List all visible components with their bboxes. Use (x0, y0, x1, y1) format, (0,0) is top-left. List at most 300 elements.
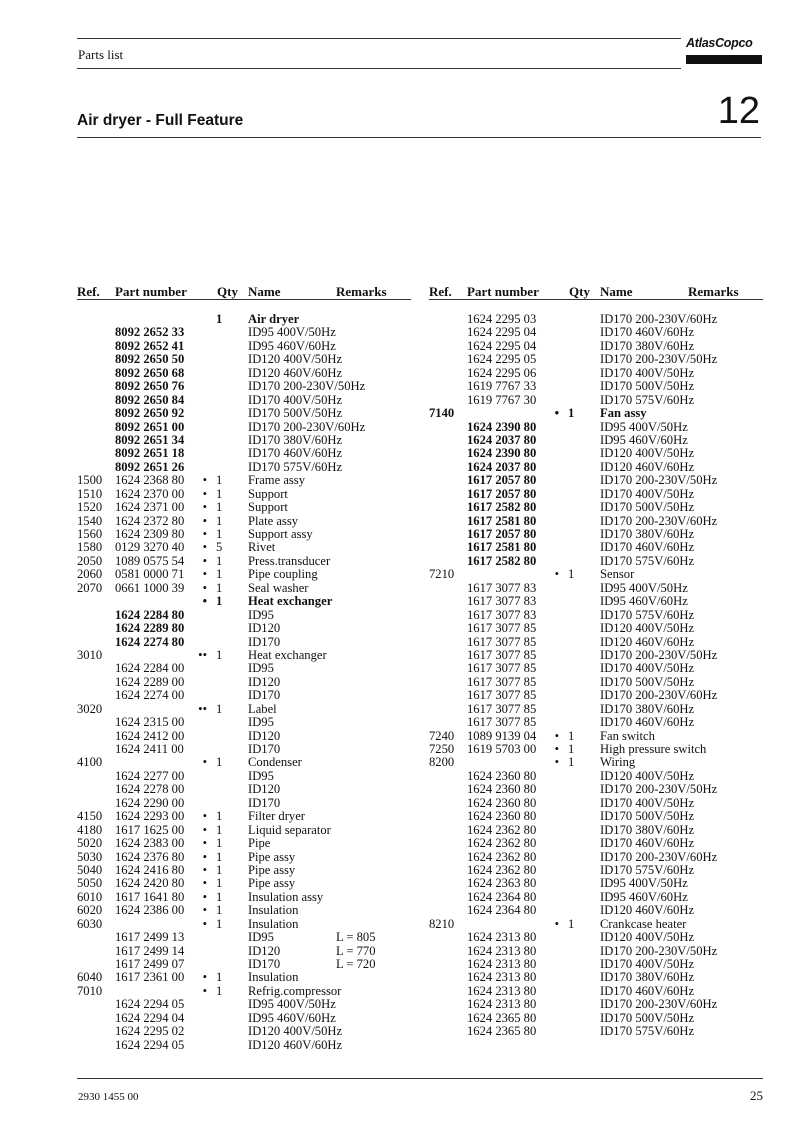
table-row (429, 555, 763, 568)
table-row (77, 998, 411, 1011)
row-name: Pipe assy (248, 849, 296, 864)
row-marker: • (202, 567, 207, 582)
row-ref: 3020 (77, 701, 103, 716)
row-name: ID120 (248, 621, 281, 636)
table-row (77, 945, 411, 958)
table-row (77, 837, 411, 850)
row-name: Insulation (248, 916, 299, 931)
row-part-number: 1624 2277 00 (115, 768, 185, 783)
row-name: ID170 380V/60Hz (600, 701, 695, 716)
table-row (77, 313, 411, 326)
table-row (429, 380, 763, 393)
row-marker: • (202, 500, 207, 515)
row-part-number: 1617 3077 85 (467, 674, 537, 689)
table-row (77, 326, 411, 339)
row-part-number: 1624 2416 80 (115, 862, 185, 877)
row-name: ID170 380V/60Hz (248, 432, 343, 447)
row-marker: • (202, 580, 207, 595)
row-part-number: 1617 2582 80 (467, 553, 537, 568)
header-ref: Ref. (429, 284, 452, 299)
row-name: ID95 (248, 661, 274, 676)
table-row (429, 367, 763, 380)
row-name: ID95 400V/50Hz (248, 325, 336, 340)
row-part-number: 8092 2650 50 (115, 352, 185, 367)
row-part-number: 1624 2037 80 (467, 459, 537, 474)
row-part-number: 1617 2057 80 (467, 473, 537, 488)
header-qty: Qty (569, 284, 590, 299)
table-row (77, 407, 411, 420)
row-part-number: 1617 2499 07 (115, 957, 185, 971)
table-row (77, 824, 411, 837)
header-remarks: Remarks (336, 284, 387, 299)
table-row (77, 582, 411, 595)
row-part-number: 1624 2294 05 (115, 997, 185, 1012)
table-row (77, 689, 411, 702)
row-name: Plate assy (248, 513, 299, 528)
row-ref: 5030 (77, 849, 103, 864)
row-remarks: L = 805 (336, 930, 376, 945)
row-qty: 1 (216, 500, 223, 515)
table-row (429, 636, 763, 649)
table-row (77, 380, 411, 393)
row-name: ID170 200-230V/50Hz (600, 647, 718, 662)
row-part-number: 0661 1000 39 (115, 580, 185, 595)
title-rule (77, 137, 761, 138)
table-row (429, 716, 763, 729)
table-row (77, 958, 411, 971)
table-row (77, 447, 411, 460)
row-part-number: 1089 0575 54 (115, 553, 185, 568)
table-row (77, 541, 411, 554)
row-ref: 2070 (77, 580, 103, 595)
row-name: ID120 460V/60Hz (248, 365, 343, 380)
row-name: ID170 200-230V/50Hz (600, 352, 718, 367)
row-part-number: 1624 2293 00 (115, 809, 185, 824)
table-row (429, 985, 763, 998)
header-remarks: Remarks (688, 284, 739, 299)
table-row (77, 891, 411, 904)
row-ref: 1500 (77, 473, 103, 488)
row-qty: 1 (568, 916, 575, 931)
row-ref: 5050 (77, 876, 103, 891)
row-part-number: 1624 2315 00 (115, 715, 185, 730)
row-part-number: 8092 2651 26 (115, 459, 185, 474)
row-name: ID120 (248, 943, 281, 958)
row-part-number: 1624 2037 80 (467, 432, 537, 447)
table-row (77, 877, 411, 890)
row-part-number: 1624 2362 80 (467, 822, 537, 837)
header-part-number: Part number (115, 284, 187, 299)
row-part-number: 1617 3077 83 (467, 594, 537, 609)
row-name: ID120 460V/60Hz (600, 903, 695, 918)
row-qty: 1 (568, 728, 575, 743)
row-name: Insulation assy (248, 889, 324, 904)
row-name: ID95 400V/50Hz (248, 997, 336, 1012)
table-row (77, 756, 411, 769)
row-name: ID170 400V/50Hz (600, 661, 695, 676)
row-ref: 4150 (77, 809, 103, 824)
row-part-number: 1624 2360 80 (467, 782, 537, 797)
table-row (77, 555, 411, 568)
table-row (429, 918, 763, 931)
row-name: Label (248, 701, 277, 716)
table-row (429, 730, 763, 743)
header-qty: Qty (217, 284, 238, 299)
row-part-number: 1617 1625 00 (115, 822, 185, 837)
parts-table-right (429, 284, 763, 1039)
table-row (429, 515, 763, 528)
row-ref: 1560 (77, 527, 103, 541)
row-ref: 8200 (429, 755, 455, 770)
row-ref: 1540 (77, 513, 103, 528)
table-row (77, 770, 411, 783)
row-name: ID170 500V/50Hz (248, 406, 343, 421)
row-qty: 1 (216, 594, 223, 609)
row-name: ID170 400V/50Hz (600, 486, 695, 501)
row-name: ID170 200-230V/50Hz (600, 943, 718, 958)
row-ref: 7010 (77, 983, 103, 998)
row-name: ID170 460V/60Hz (600, 715, 695, 730)
table-row (77, 609, 411, 622)
row-part-number: 1624 2294 04 (115, 1010, 185, 1025)
row-part-number: 1624 2284 00 (115, 661, 185, 676)
row-ref: 4100 (77, 755, 103, 770)
table-row (429, 1025, 763, 1038)
parts-table-left (77, 284, 411, 1052)
row-qty: 1 (216, 983, 223, 998)
row-name: ID170 500V/50Hz (600, 1010, 695, 1025)
row-part-number: 1617 3077 83 (467, 607, 537, 622)
row-part-number: 1624 2360 80 (467, 795, 537, 810)
row-part-number: 8092 2650 92 (115, 406, 185, 421)
table-row (77, 743, 411, 756)
row-part-number: 1617 3077 85 (467, 634, 537, 649)
row-part-number: 1624 2313 80 (467, 997, 537, 1012)
row-marker: • (202, 513, 207, 528)
page-title: Air dryer - Full Feature (77, 112, 244, 129)
row-name: ID170 400V/50Hz (600, 957, 695, 971)
row-qty: 1 (216, 822, 223, 837)
table-row (77, 918, 411, 931)
row-qty: 1 (216, 809, 223, 824)
table-row (429, 474, 763, 487)
row-marker: • (202, 822, 207, 837)
row-name: ID170 (248, 742, 281, 756)
row-name: Pipe (248, 836, 271, 851)
row-remarks: L = 770 (336, 943, 376, 958)
row-remarks: L = 720 (336, 957, 376, 971)
row-name: ID170 575V/60Hz (600, 392, 695, 407)
row-ref: 7210 (429, 567, 455, 582)
logo-bar (686, 55, 762, 64)
row-marker: • (202, 889, 207, 904)
table-row (429, 864, 763, 877)
table-row (429, 353, 763, 366)
table-row (77, 421, 411, 434)
row-qty: 1 (216, 486, 223, 501)
row-marker: • (202, 970, 207, 985)
row-part-number: 1624 2363 80 (467, 876, 537, 891)
row-name: ID170 500V/50Hz (600, 674, 695, 689)
row-qty: 1 (216, 889, 223, 904)
row-name: ID95 (248, 715, 274, 730)
row-marker: • (202, 527, 207, 541)
table-row (77, 649, 411, 662)
row-part-number: 1617 3077 85 (467, 621, 537, 636)
row-part-number: 1624 2390 80 (467, 419, 537, 434)
row-name: ID95 460V/60Hz (600, 432, 688, 447)
table-row (429, 582, 763, 595)
row-name: ID170 400V/50Hz (248, 392, 343, 407)
row-name: Fan assy (600, 406, 647, 421)
row-name: Support (248, 486, 288, 501)
table-row (429, 394, 763, 407)
row-name: Filter dryer (248, 809, 306, 824)
row-name: ID170 460V/60Hz (248, 446, 343, 461)
row-qty: 1 (216, 312, 223, 326)
row-marker: • (202, 594, 207, 609)
row-marker: • (554, 755, 559, 770)
row-name: ID95 460V/60Hz (248, 1010, 336, 1025)
row-marker: • (202, 755, 207, 770)
row-marker: • (202, 862, 207, 877)
table-row (77, 703, 411, 716)
table-row (77, 931, 411, 944)
row-ref: 6020 (77, 903, 103, 918)
row-part-number: 1624 2309 80 (115, 527, 185, 541)
table-row (429, 609, 763, 622)
header-top-rule (77, 38, 681, 39)
table-row (429, 326, 763, 339)
table-row (429, 770, 763, 783)
table-row (77, 904, 411, 917)
row-name: ID170 200-230V/60Hz (600, 688, 718, 703)
row-part-number: 1624 2371 00 (115, 500, 185, 515)
table-row (429, 971, 763, 984)
row-part-number: 8092 2650 76 (115, 379, 185, 394)
row-name: ID170 400V/50Hz (600, 795, 695, 810)
row-part-number: 1624 2289 80 (115, 621, 185, 636)
table-row (77, 810, 411, 823)
row-name: ID120 (248, 728, 281, 743)
table-row (429, 877, 763, 890)
row-name: ID170 200-230V/60Hz (600, 997, 718, 1012)
row-marker: • (202, 876, 207, 891)
table-body (429, 313, 763, 1039)
row-part-number: 1624 2295 05 (467, 352, 537, 367)
row-qty: 1 (568, 742, 575, 756)
table-row (77, 367, 411, 380)
row-name: ID170 (248, 634, 281, 649)
row-part-number: 1617 2057 80 (467, 486, 537, 501)
row-marker: • (202, 809, 207, 824)
row-qty: 1 (216, 836, 223, 851)
row-marker: • (202, 903, 207, 918)
row-name: ID170 460V/60Hz (600, 983, 695, 998)
row-name: ID170 500V/50Hz (600, 500, 695, 515)
table-row (77, 985, 411, 998)
row-name: Heat exchanger (248, 647, 327, 662)
row-part-number: 1624 2313 80 (467, 957, 537, 971)
table-row (429, 595, 763, 608)
row-ref: 6040 (77, 970, 103, 985)
row-name: Pipe coupling (248, 567, 318, 582)
row-part-number: 1624 2295 03 (467, 312, 537, 326)
row-name: ID170 460V/60Hz (600, 836, 695, 851)
table-row (429, 958, 763, 971)
row-part-number: 1624 2313 80 (467, 983, 537, 998)
row-name: ID170 380V/60Hz (600, 527, 695, 541)
row-part-number: 1624 2313 80 (467, 970, 537, 985)
row-qty: 1 (216, 527, 223, 541)
row-name: ID170 (248, 688, 281, 703)
row-name: ID95 400V/50Hz (600, 876, 688, 891)
row-marker: • (554, 728, 559, 743)
table-row (77, 394, 411, 407)
footer-rule (77, 1078, 763, 1079)
row-qty: 1 (568, 567, 575, 582)
row-qty: 1 (216, 513, 223, 528)
row-part-number: 0581 0000 71 (115, 567, 185, 582)
row-ref: 7250 (429, 742, 455, 756)
row-part-number: 1624 2362 80 (467, 849, 537, 864)
table-row (77, 797, 411, 810)
table-row (429, 421, 763, 434)
row-name: ID120 400V/50Hz (248, 352, 343, 367)
row-part-number: 1624 2362 80 (467, 836, 537, 851)
row-part-number: 1617 3077 85 (467, 715, 537, 730)
row-name: Heat exchanger (248, 594, 333, 609)
row-name: ID170 500V/50Hz (600, 379, 695, 394)
row-name: ID170 500V/50Hz (600, 809, 695, 824)
row-part-number: 1617 3077 83 (467, 580, 537, 595)
row-qty: 1 (216, 701, 223, 716)
table-row (429, 541, 763, 554)
row-name: ID120 400V/50Hz (600, 930, 695, 945)
row-name: Rivet (248, 540, 276, 555)
row-part-number: 1624 2274 80 (115, 634, 185, 649)
row-part-number: 1624 2362 80 (467, 862, 537, 877)
row-part-number: 1617 3077 85 (467, 701, 537, 716)
row-name: ID170 575V/60Hz (248, 459, 343, 474)
row-name: ID120 460V/60Hz (600, 634, 695, 649)
row-name: Support (248, 500, 288, 515)
row-part-number: 1624 2411 00 (115, 742, 184, 756)
row-marker: • (202, 983, 207, 998)
row-part-number: 1624 2290 00 (115, 795, 185, 810)
table-row (429, 622, 763, 635)
row-part-number: 8092 2651 00 (115, 419, 185, 434)
table-row (77, 730, 411, 743)
row-ref: 1510 (77, 486, 103, 501)
table-row (77, 783, 411, 796)
row-part-number: 1624 2278 00 (115, 782, 185, 797)
row-name: Wiring (600, 755, 636, 770)
table-row (429, 447, 763, 460)
row-part-number: 1624 2365 80 (467, 1024, 537, 1039)
row-part-number: 1617 2361 00 (115, 970, 185, 985)
row-part-number: 1617 2057 80 (467, 527, 537, 541)
row-qty: 1 (216, 849, 223, 864)
row-marker: • (554, 567, 559, 582)
footer-page-number: 25 (750, 1088, 763, 1103)
row-part-number: 1617 2581 80 (467, 540, 537, 555)
table-row (429, 676, 763, 689)
row-part-number: 1617 2499 14 (115, 943, 185, 958)
table-row (429, 649, 763, 662)
row-ref: 8210 (429, 916, 455, 931)
row-part-number: 1624 2364 80 (467, 889, 537, 904)
row-ref: 2060 (77, 567, 103, 582)
row-name: High pressure switch (600, 742, 707, 756)
table-row (77, 528, 411, 541)
table-row (77, 488, 411, 501)
row-qty: 1 (568, 406, 575, 421)
row-part-number: 1619 5703 00 (467, 742, 537, 756)
row-name: ID120 (248, 674, 281, 689)
row-marker: •• (198, 701, 207, 716)
row-name: ID95 460V/60Hz (248, 338, 336, 353)
header-part-number: Part number (467, 284, 539, 299)
row-name: ID95 (248, 768, 274, 783)
row-qty: 1 (216, 970, 223, 985)
row-part-number: 1617 3077 85 (467, 647, 537, 662)
row-ref: 6030 (77, 916, 103, 931)
table-row (77, 716, 411, 729)
row-marker: • (202, 553, 207, 568)
row-part-number: 1624 2376 80 (115, 849, 185, 864)
row-name: ID170 460V/60Hz (600, 540, 695, 555)
row-qty: 1 (568, 755, 575, 770)
row-part-number: 8092 2651 18 (115, 446, 185, 461)
row-name: Liquid separator (248, 822, 331, 837)
row-part-number: 1624 2383 00 (115, 836, 185, 851)
row-part-number: 1617 2581 80 (467, 513, 537, 528)
row-name: Press.transducer (248, 553, 331, 568)
table-row (429, 528, 763, 541)
row-part-number: 8092 2651 34 (115, 432, 185, 447)
row-part-number: 1624 2313 80 (467, 930, 537, 945)
section-number: 12 (717, 90, 760, 132)
table-row (77, 1039, 411, 1052)
row-marker: • (554, 916, 559, 931)
row-name: ID95 400V/50Hz (600, 580, 688, 595)
table-row (77, 340, 411, 353)
row-part-number: 1624 2284 80 (115, 607, 185, 622)
logo-wordmark: AtlasCopco (686, 36, 753, 50)
table-row (429, 1012, 763, 1025)
row-qty: 1 (216, 903, 223, 918)
table-row (429, 313, 763, 326)
row-name: Insulation (248, 970, 299, 985)
row-ref: 5040 (77, 862, 103, 877)
row-part-number: 1624 2289 00 (115, 674, 185, 689)
row-part-number: 1624 2295 04 (467, 338, 537, 353)
table-row (77, 662, 411, 675)
atlas-copco-logo (686, 36, 762, 64)
row-qty: 1 (216, 862, 223, 877)
row-part-number: 0129 3270 40 (115, 540, 185, 555)
row-name: ID170 200-230V/50Hz (600, 473, 718, 488)
row-name: ID170 380V/60Hz (600, 338, 695, 353)
row-part-number: 1089 9139 04 (467, 728, 537, 743)
row-name: ID95 460V/60Hz (600, 594, 688, 609)
table-row (77, 568, 411, 581)
table-row (429, 703, 763, 716)
row-name: Condenser (248, 755, 302, 770)
table-row (429, 931, 763, 944)
table-header (77, 284, 411, 299)
